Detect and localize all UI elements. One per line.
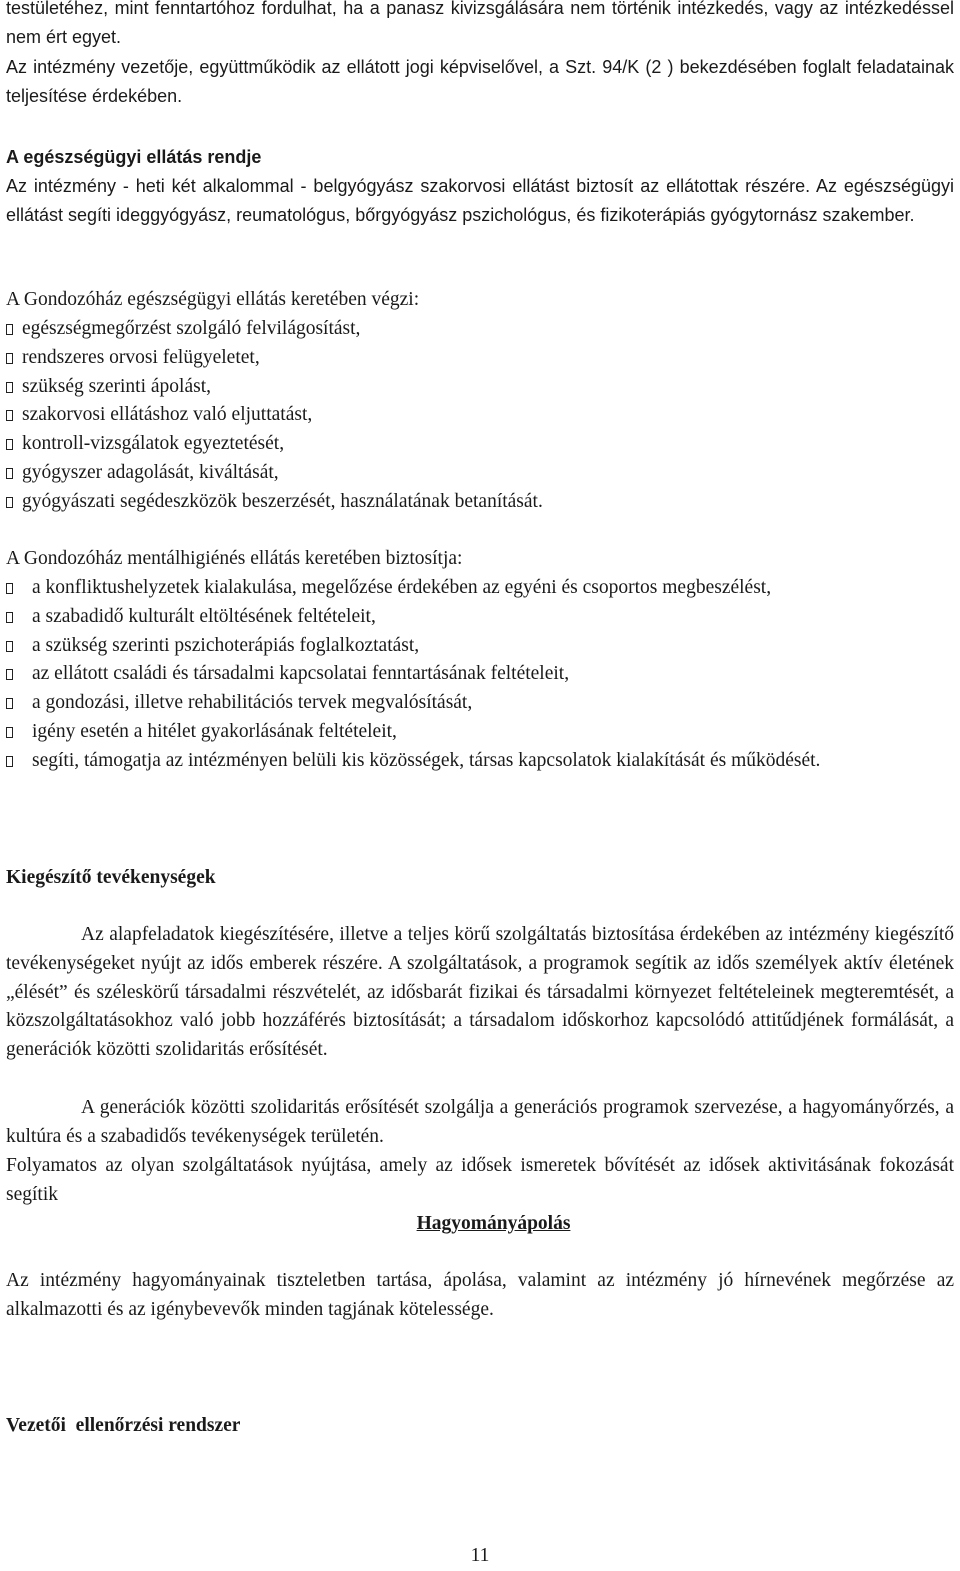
gondozohaz-mental-list	[6, 574, 954, 776]
gondozohaz-health-intro: A Gondozóház egészségügyi ellátás keretében végzi:	[6, 289, 420, 310]
bullet-box-icon	[6, 410, 13, 421]
health-paragraph	[6, 172, 954, 230]
list-item: gyógyászati segédeszközök beszerzését, használatának betanítását.	[6, 488, 954, 517]
bullet-box-icon	[6, 353, 13, 364]
bullet-box-icon	[6, 583, 13, 594]
bullet-box-icon	[6, 468, 13, 479]
bullet-box-icon	[6, 612, 13, 623]
list-item: az ellátott családi és társadalmi kapcsolatai fenntartásának feltételeit,	[6, 660, 954, 689]
health-para-1: Az intézmény - heti két alkalommal - belgyógyász szakorvosi ellátást biztosít az ellátottak részére.	[6, 176, 811, 196]
bullet-box-icon	[6, 641, 13, 652]
intro-paragraph-2: Az intézmény vezetője, együttműködik az ellátott jogi képviselővel, a Szt. 94/K (2 ) bekezdésében foglalt feladatainak teljesítése érdekében.	[6, 57, 954, 106]
bullet-box-icon	[6, 497, 13, 508]
kiegeszito-paragraph-1: Az alapfeladatok kiegészítésére, illetve a teljes körű szolgáltatás biztosítása érdekében az intézmény kiegészítő tevékenységeket nyújt az idős emberek részére. A szolgáltatások, a programok segítik az idős személyek aktív életének „élését” és széleskörű társadalmi részvételét, az idősbarát fizikai és társadalmi környezet feltételeinek megteremtését, a közszolgáltatásokhoz való jobb hozzáférés biztosítását; a társadalom időskorhoz kapcsolódó attitűdjének formálását, a generációk közötti szolidaritás erősítését.	[6, 924, 954, 1061]
list-item: segíti, támogatja az intézményen belüli kis közösségek, társas kapcsolatok kialakítását és működését.	[6, 747, 954, 776]
list-item: igény esetén a hitélet gyakorlásának feltételeit,	[6, 718, 954, 747]
bullet-box-icon	[6, 756, 13, 767]
list-item: a szabadidő kulturált eltöltésének feltételeit,	[6, 603, 954, 632]
health-heading: A egészségügyi ellátás rendje	[6, 147, 262, 167]
bullet-box-icon	[6, 727, 13, 738]
list-item: rendszeres orvosi felügyeletet,	[6, 344, 954, 373]
gondozohaz-mental-intro: A Gondozóház mentálhigiénés ellátás keretében biztosítja:	[6, 548, 463, 569]
kiegeszito-paragraph-2: A generációk közötti szolidaritás erősítését szolgálja a generációs programok szervezése, a hagyományőrzés, a kultúra és a szabadidős tevékenységek területén.	[6, 1097, 954, 1147]
bullet-box-icon	[6, 669, 13, 680]
bullet-box-icon	[6, 382, 13, 393]
hagyomany-heading: Hagyományápolás	[416, 1213, 571, 1234]
health-para-2: Az egészségügyi ellátást segíti ideggyógyász, reumatológus, bőrgyógyász pszichológus, és fizikoterápiás gyógytornász szakember.	[6, 176, 954, 225]
hagyomany-paragraph: Az intézmény hagyományainak tiszteletben tartása, ápolása, valamint az intézmény jó hírnevének megőrzése az alkalmazotti és az igénybevevők minden tagjának kötelessége.	[6, 1270, 954, 1320]
bullet-box-icon	[6, 324, 13, 335]
page-number: 11	[470, 1545, 490, 1566]
list-item: egészségmegőrzést szolgáló felvilágosítást,	[6, 315, 954, 344]
list-item: kontroll-vizsgálatok egyeztetését,	[6, 430, 954, 459]
list-item: gyógyszer adagolását, kiváltását,	[6, 459, 954, 488]
bullet-box-icon	[6, 439, 13, 450]
bullet-box-icon	[6, 698, 13, 709]
gondozohaz-health-list	[6, 315, 954, 517]
kiegeszito-heading: Kiegészítő tevékenységek	[6, 867, 216, 888]
list-item: a szükség szerinti pszichoterápiás foglalkoztatást,	[6, 632, 954, 661]
list-item: a konfliktushelyzetek kialakulása, megelőzése érdekében az egyéni és csoportos megbeszélést,	[6, 574, 954, 603]
vezetoi-heading: Vezetői ellenőrzési rendszer	[6, 1415, 241, 1436]
kiegeszito-paragraph-3: Folyamatos az olyan szolgáltatások nyújtása, amely az idősek ismeretek bővítését az idősek aktivitásának fokozását segítik	[6, 1155, 954, 1205]
intro-paragraph-1: testületéhez, mint fenntartóhoz fordulhat, ha a panasz kivizsgálására nem történik intézkedés, vagy az intézkedéssel nem ért egyet.	[6, 0, 954, 47]
list-item: szükség szerinti ápolást,	[6, 373, 954, 402]
list-item: a gondozási, illetve rehabilitációs tervek megvalósítását,	[6, 689, 954, 718]
list-item: szakorvosi ellátáshoz való eljuttatást,	[6, 401, 954, 430]
